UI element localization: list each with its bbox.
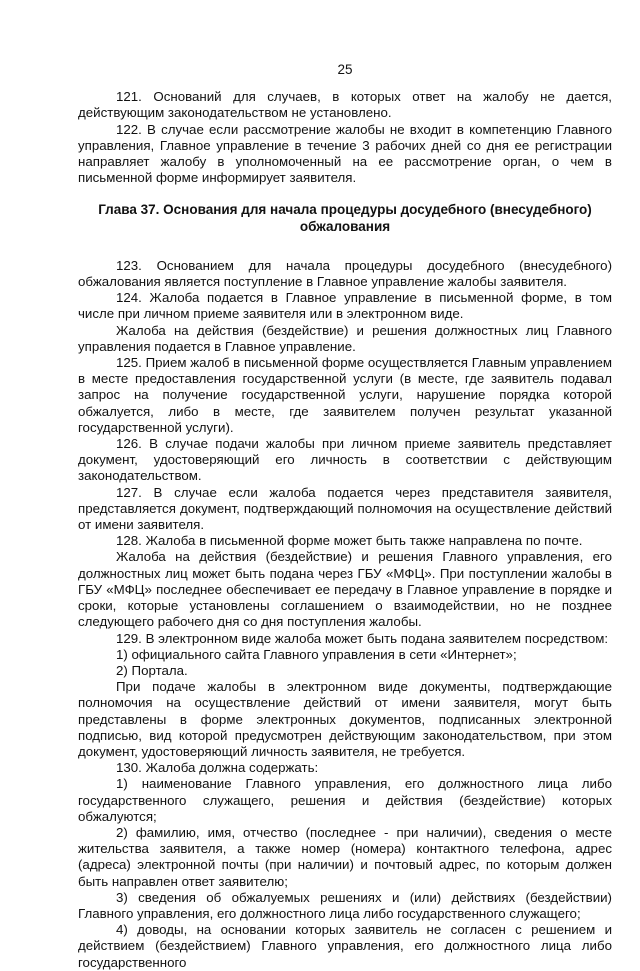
paragraph-123: 123. Основанием для начала процедуры досудебного (внесудебного) обжалования является поступление в Главное управление жалобы заявителя.: [78, 257, 612, 290]
paragraph-124-complaint-officials: Жалоба на действия (бездействие) и решения должностных лиц Главного управления подается в Главное управление.: [78, 322, 612, 354]
document-page: [78, 62, 612, 971]
paragraph-129-electronic: При подаче жалобы в электронном виде документы, подтверждающие полномочия на осуществление действий от имени заявителя, могут быть представлены в форме электронных документов, подписанных электронной подписью, вид которой предусмотрен действующим законодательством, при этом документ, удостоверяющий личность заявителя, не требуется.: [78, 679, 612, 759]
paragraph-124: 124. Жалоба подается в Главное управление в письменной форме, в том числе при личном приеме заявителя или в электронном виде.: [78, 290, 612, 322]
paragraph-129-item-1: 1) официального сайта Главного управления в сети «Интернет»;: [116, 646, 517, 662]
paragraph-126: 126. В случае подачи жалобы при личном приеме заявитель представляет документ, удостоверяющий его личность в соответствии с действующим законодательством.: [78, 436, 612, 484]
paragraph-130: 130. Жалоба должна содержать:: [116, 760, 319, 776]
paragraph-122: 122. В случае если рассмотрение жалобы не входит в компетенцию Главного управления, Главное управление в течение 3 рабочих дней со дня ее регистрации направляет жалобу в уполномоченный на ее рассмотрение орган, о чем в письменной форме информирует заявителя.: [78, 121, 612, 186]
paragraph-130-item-1: 1) наименование Главного управления, его должностного лица либо государственного служащего, решения и действия (бездействие) которых обжалуются;: [78, 776, 612, 824]
paragraph-130-item-4: 4) доводы, на основании которых заявитель не согласен с решением и действием (бездействием) Главного управления, его должностного лица либо государственного: [78, 922, 612, 970]
paragraph-129-item-2: 2) Портала.: [116, 662, 188, 678]
chapter-heading: Глава 37. Основания для начала процедуры досудебного (внесудебного) обжалования: [98, 202, 592, 234]
paragraph-128: 128. Жалоба в письменной форме может быть также направлена по почте.: [116, 533, 583, 549]
paragraph-128-mfc: Жалоба на действия (бездействие) и решения Главного управления, его должностных лиц может быть подана через ГБУ «МФЦ». При поступлении жалобы в ГБУ «МФЦ» последнее обеспечивает ее передачу в Главное управление в порядке и сроки, которые установлены соглашением о взаимодействии, но не позднее следующего рабочего дня со дня поступления жалобы.: [78, 549, 612, 630]
paragraph-127: 127. В случае если жалоба подается через представителя заявителя, представляется документ, подтверждающий полномочия на осуществление действий от имени заявителя.: [78, 484, 612, 533]
paragraph-121: 121. Оснований для случаев, в которых ответ на жалобу не дается, действующим законодательством не установлено.: [78, 89, 612, 121]
page-number: 25: [337, 62, 353, 77]
paragraph-125: 125. Прием жалоб в письменной форме осуществляется Главным управлением в месте предоставления государственной услуги (в месте, где заявитель подавал запрос на получение государственной услуги, нарушение порядка которой обжалуется, либо в месте, где заявителем получен результат указанной государственной услуги).: [78, 355, 612, 435]
paragraph-130-item-2: 2) фамилию, имя, отчество (последнее - при наличии), сведения о месте жительства заявителя, а также номер (номера) контактного телефона, адрес (адреса) электронной почты (при наличии) и почтовый адрес, по которым должен быть направлен ответ заявителю;: [78, 824, 612, 889]
paragraph-130-item-3: 3) сведения об обжалуемых решениях и (или) действиях (бездействии) Главного управления, его должностного лица либо государственного служащего;: [78, 889, 612, 921]
paragraph-129: 129. В электронном виде жалоба может быть подана заявителем посредством:: [116, 630, 609, 646]
